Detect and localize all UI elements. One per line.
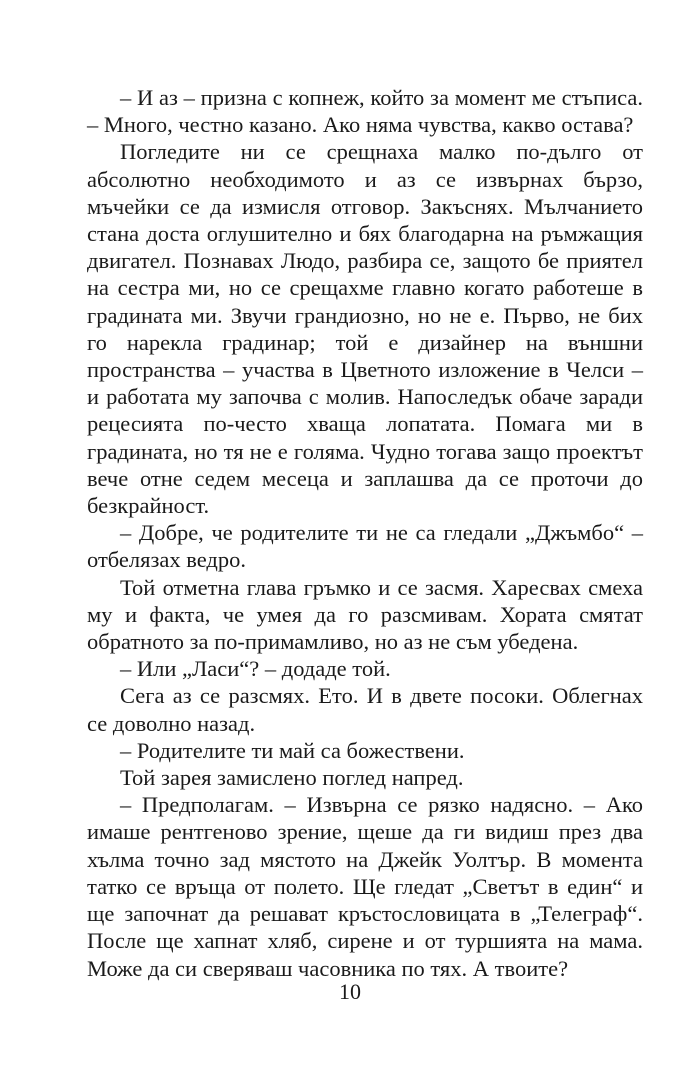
paragraph: Погледите ни се срещнаха малко по-дълго от абсолютно необходимото и аз се извърнах бързо, мъчейки се да измисля отговор. Закъснях. Мълчанието стана доста оглушително и бях благодарна на ръмжащия двигател. Познавах Людо, разбира се, защото бе приятел на сестра ми, но се срещахме главно когато работеше в градината ми. Звучи грандиозно, но не е. Първо, не бих го нарекла градинар; той е дизайнер на външни пространства – участва в Цветното изложение в Челси – и работата му започва с молив. Напоследък обаче заради рецесията по-често хваща лопатата. Помага ми в градината, но тя не е голяма. Чудно тогава защо проектът вече отне седем месеца и заплашва да се проточи до безкрайност. <box>87 139 643 519</box>
page-number: 10 <box>339 979 361 1004</box>
paragraph: – Добре, че родителите ти не са гледали „Джъмбо“ – отбелязах ведро. <box>87 520 643 573</box>
paragraph: – И аз – призна с копнеж, който за момент ме стъписа. – Много, честно казано. Ако няма чувства, какво остава? <box>87 85 643 138</box>
paragraph: – Или „Ласи“? – додаде той. <box>120 656 391 682</box>
paragraph: – Предполагам. – Извърна се рязко надясно. – Ако имаше рентгеново зрение, щеше да ги видиш през два хълма точно зад мястото на Джейк Уолтър. В момента татко се връща от полето. Ще гледат „Светът в един“ и ще започнат да решават кръстословицата в „Телеграф“. После ще хапнат хляб, сирене и от туршията на мама. Може да си сверяваш часовника по тях. А твоите? <box>87 792 643 981</box>
paragraph: Той отметна глава гръмко и се засмя. Харесвах смеха му и факта, че умея да го разсмивам. Хората смятат обратното за по-примамливо, но аз не съм убедена. <box>87 574 643 655</box>
paragraph: Той зарея замислено поглед напред. <box>120 765 464 791</box>
paragraph: – Родителите ти май са божествени. <box>120 737 465 763</box>
body-text <box>87 84 643 982</box>
paragraph: Сега аз се разсмях. Ето. И в двете посоки. Облегнах се доволно назад. <box>87 683 643 736</box>
